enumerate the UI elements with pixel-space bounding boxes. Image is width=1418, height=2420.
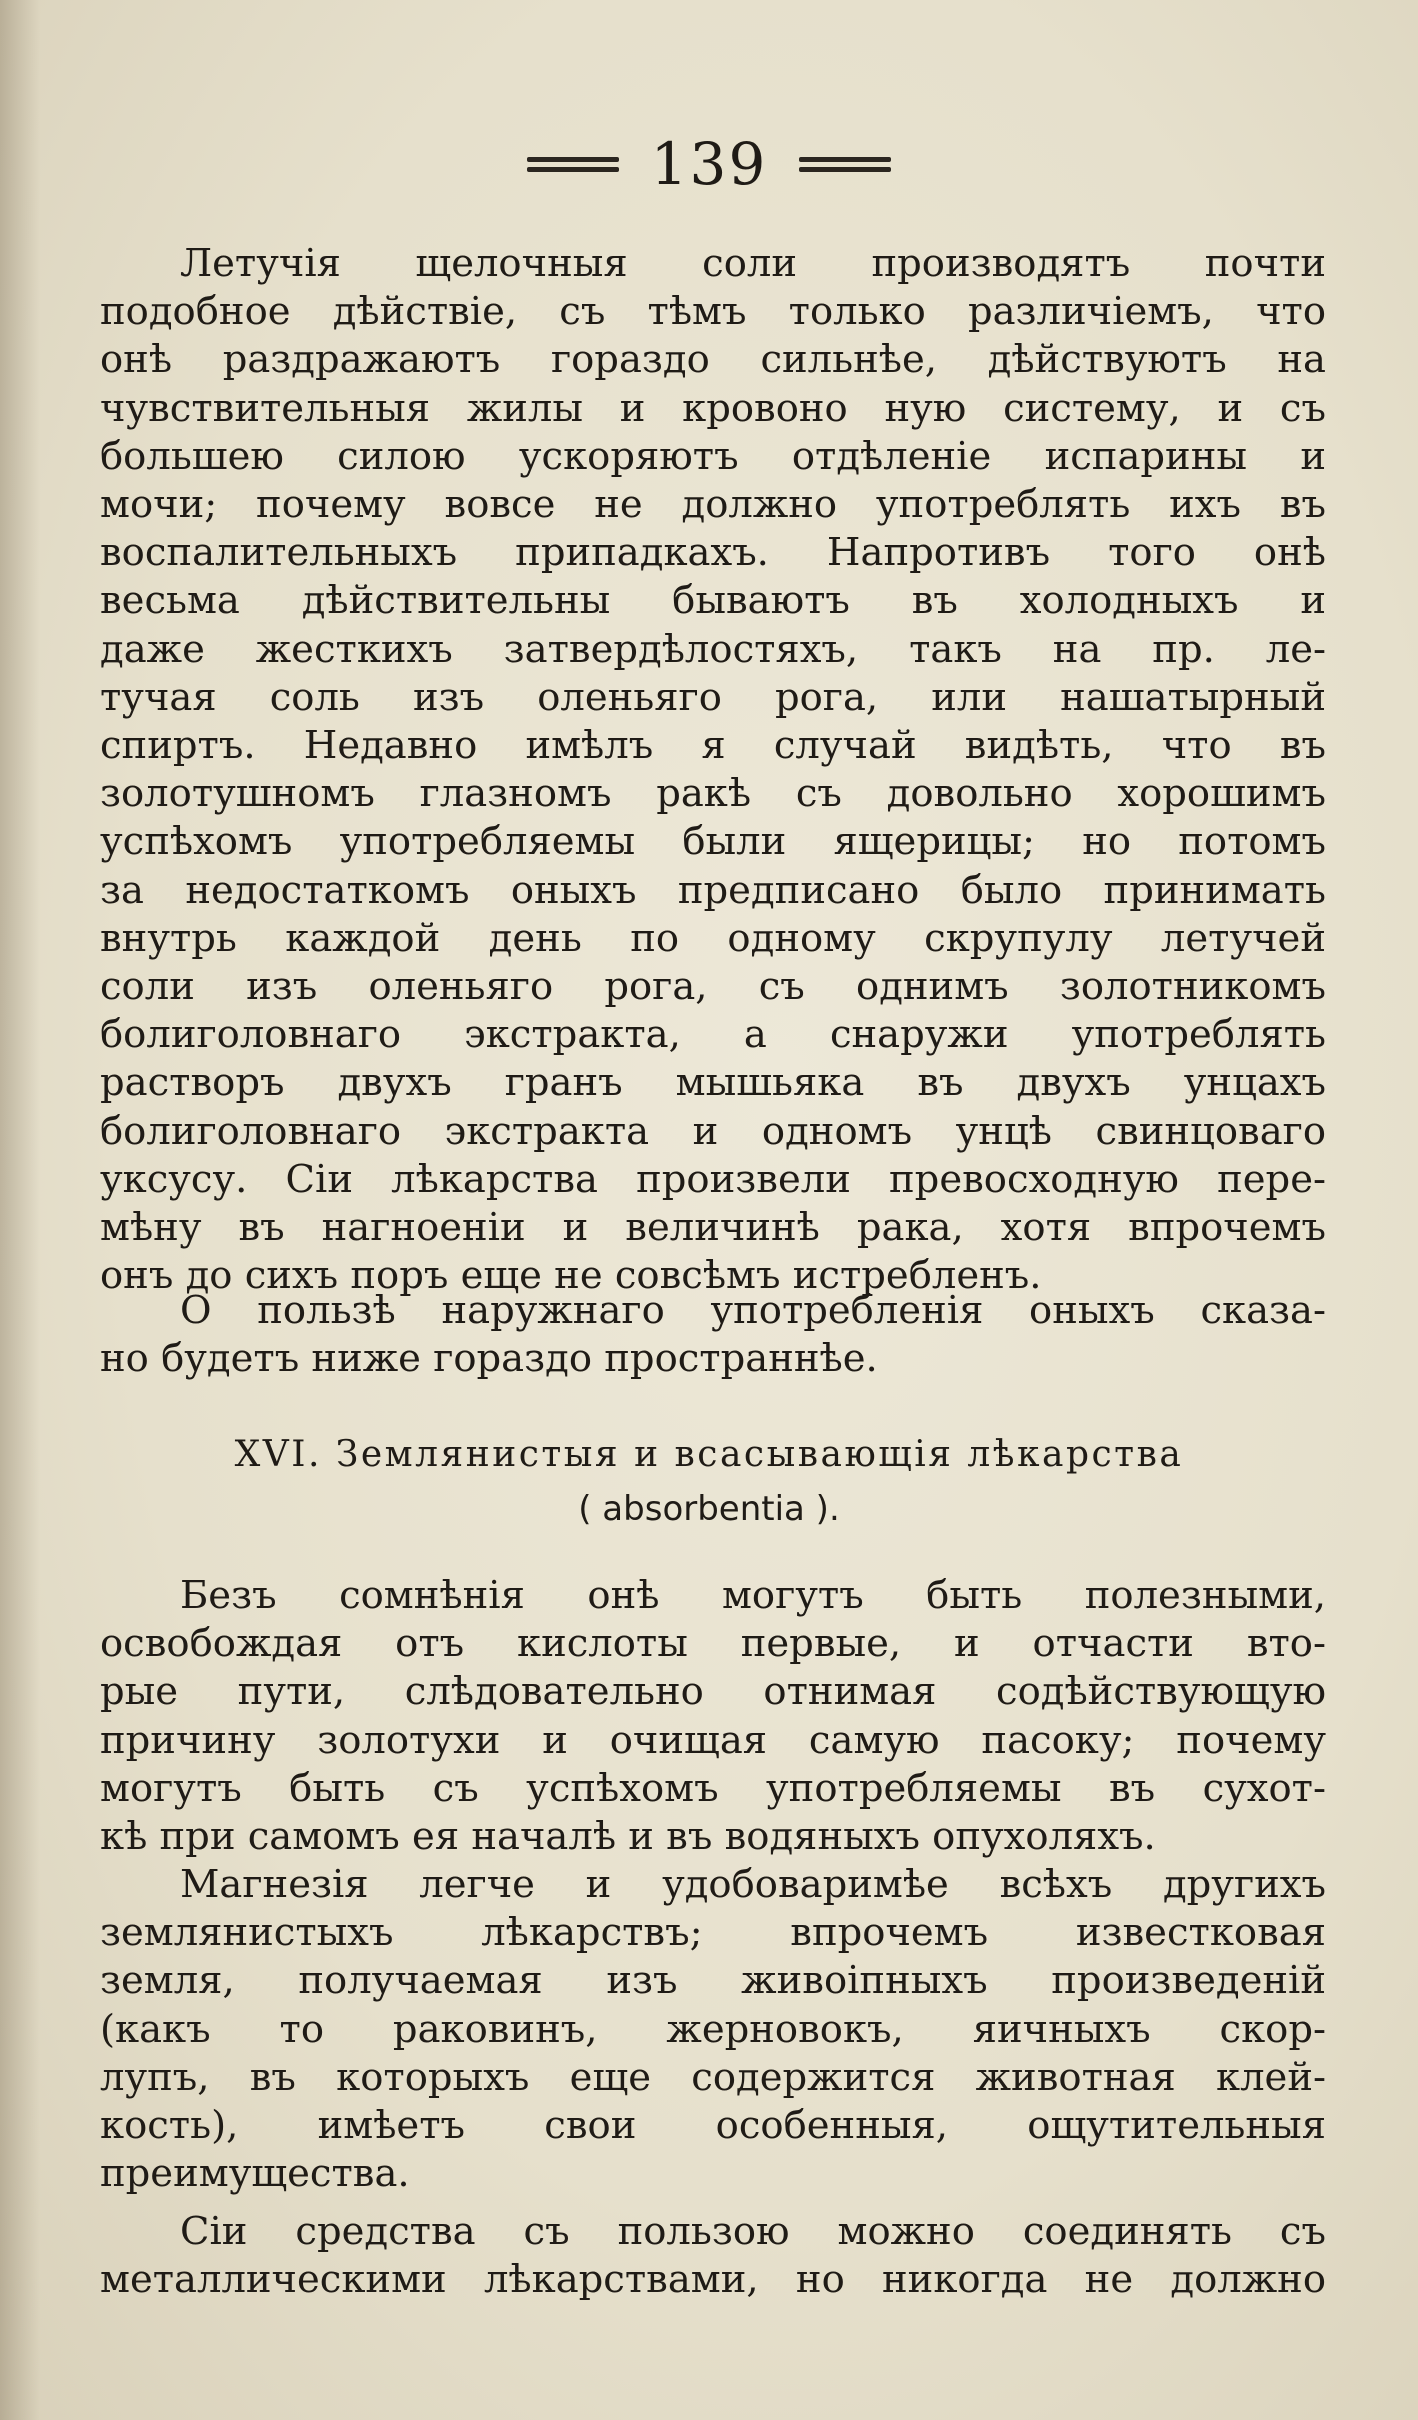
text-line: освобождая отъ кислоты первые, и отчасти вто- xyxy=(100,1621,1326,1667)
text-line: Магнезія легче и удобоваримѣе всѣхъ другихъ xyxy=(180,1862,1326,1907)
text-line: даже жесткихъ затвердѣлостяхъ, такъ на пр. ле- xyxy=(100,626,1326,672)
paragraph-combination xyxy=(100,2208,1326,2304)
text-line: Сіи средства съ пользою можно соединять съ xyxy=(180,2209,1326,2254)
page-header xyxy=(0,130,1418,220)
text-line: тучая соль изъ оленьяго рога, или нашатырный xyxy=(100,674,1326,720)
section-title: XVI. Землянистыя и всасывающія лѣкарства xyxy=(234,1434,1184,1475)
text-line: чувствительныя жилы и кровоно ную систему, и съ xyxy=(100,385,1326,431)
text-line: но будетъ ниже гораздо пространнѣе. xyxy=(100,1336,878,1382)
text-line: растворъ двухъ гранъ мышьяка въ двухъ унцахъ xyxy=(100,1060,1326,1106)
text-line: О пользѣ наружнаго употребленія оныхъ сказа- xyxy=(180,1288,1326,1333)
section-subtitle: ( absorbentia ). xyxy=(578,1489,840,1529)
text-line: Летучія щелочныя соли производятъ почти xyxy=(180,241,1326,286)
paragraph-magnesia xyxy=(100,1861,1326,2198)
paragraph-external-use xyxy=(100,1287,1326,1383)
text-line: внутрь каждой день по одному скрупулу летучей xyxy=(100,915,1326,961)
text-line: преимущества. xyxy=(100,2151,410,2197)
text-line: за недостаткомъ оныхъ предписано было принимать xyxy=(100,867,1326,913)
text-line: успѣхомъ употребляемы были ящерицы; но потомъ xyxy=(100,819,1326,865)
text-line: большею силою ускоряютъ отдѣленіе испарины и xyxy=(100,433,1326,479)
text-line: весьма дѣйствительны бываютъ въ холодныхъ и xyxy=(100,578,1326,624)
text-line: металлическими лѣкарствами, но никогда не должно xyxy=(100,2257,1326,2303)
text-line: уксусу. Сіи лѣкарства произвели превосходную пере- xyxy=(100,1156,1326,1202)
right-ornament xyxy=(799,152,891,177)
text-line: рые пути, слѣдовательно отнимая содѣйствующую xyxy=(100,1669,1326,1715)
text-line: кость), имѣетъ свои особенныя, ощутительныя xyxy=(100,2103,1326,2149)
text-line: спиртъ. Недавно имѣлъ я случай видѣть, что въ xyxy=(100,723,1326,769)
text-line: землянистыхъ лѣкарствъ; впрочемъ известковая xyxy=(100,1910,1326,1956)
text-line: золотушномъ глазномъ ракѣ съ довольно хорошимъ xyxy=(100,771,1326,817)
text-line: воспалительныхъ припадкахъ. Напротивъ того онѣ xyxy=(100,530,1326,576)
text-line: мѣну въ нагноеніи и величинѣ рака, хотя впрочемъ xyxy=(100,1205,1326,1251)
paragraph-volatile-salts xyxy=(100,240,1326,1300)
paragraph-earthy-remedies xyxy=(100,1572,1326,1861)
text-line: соли изъ оленьяго рога, съ однимъ золотникомъ xyxy=(100,964,1326,1010)
text-line: онѣ раздражаютъ гораздо сильнѣе, дѣйствуютъ на xyxy=(100,337,1326,383)
text-line: (какъ то раковинъ, жерновокъ, яичныхъ скор- xyxy=(100,2006,1326,2052)
text-line: болиголовнаго экстракта, а снаружи употреблять xyxy=(100,1012,1326,1058)
text-line: земля, получаемая изъ живоіпныхъ произведеній xyxy=(100,1958,1326,2004)
page-edge-shadow xyxy=(0,0,40,2420)
section-heading xyxy=(0,1430,1418,1534)
text-line: мочи; почему вовсе не должно употреблять ихъ въ xyxy=(100,482,1326,528)
text-line: кѣ при самомъ ея началѣ и въ водяныхъ опухоляхъ. xyxy=(100,1814,1156,1860)
text-line: могутъ быть съ успѣхомъ употребляемы въ сухот- xyxy=(100,1765,1326,1811)
page-number: 139 xyxy=(650,130,768,198)
text-line: причину золотухи и очищая самую пасоку; почему xyxy=(100,1717,1326,1763)
text-line: лупъ, въ которыхъ еще содержится животная клей- xyxy=(100,2054,1326,2100)
text-line: онъ до сихъ поръ еще не совсѣмъ истребленъ. xyxy=(100,1253,1042,1299)
left-ornament xyxy=(527,152,619,177)
text-line: Безъ сомнѣнія онѣ могутъ быть полезными, xyxy=(180,1573,1326,1618)
text-line: подобное дѣйствіе, съ тѣмъ только различіемъ, что xyxy=(100,289,1326,335)
text-line: болиголовнаго экстракта и одномъ унцѣ свинцоваго xyxy=(100,1108,1326,1154)
